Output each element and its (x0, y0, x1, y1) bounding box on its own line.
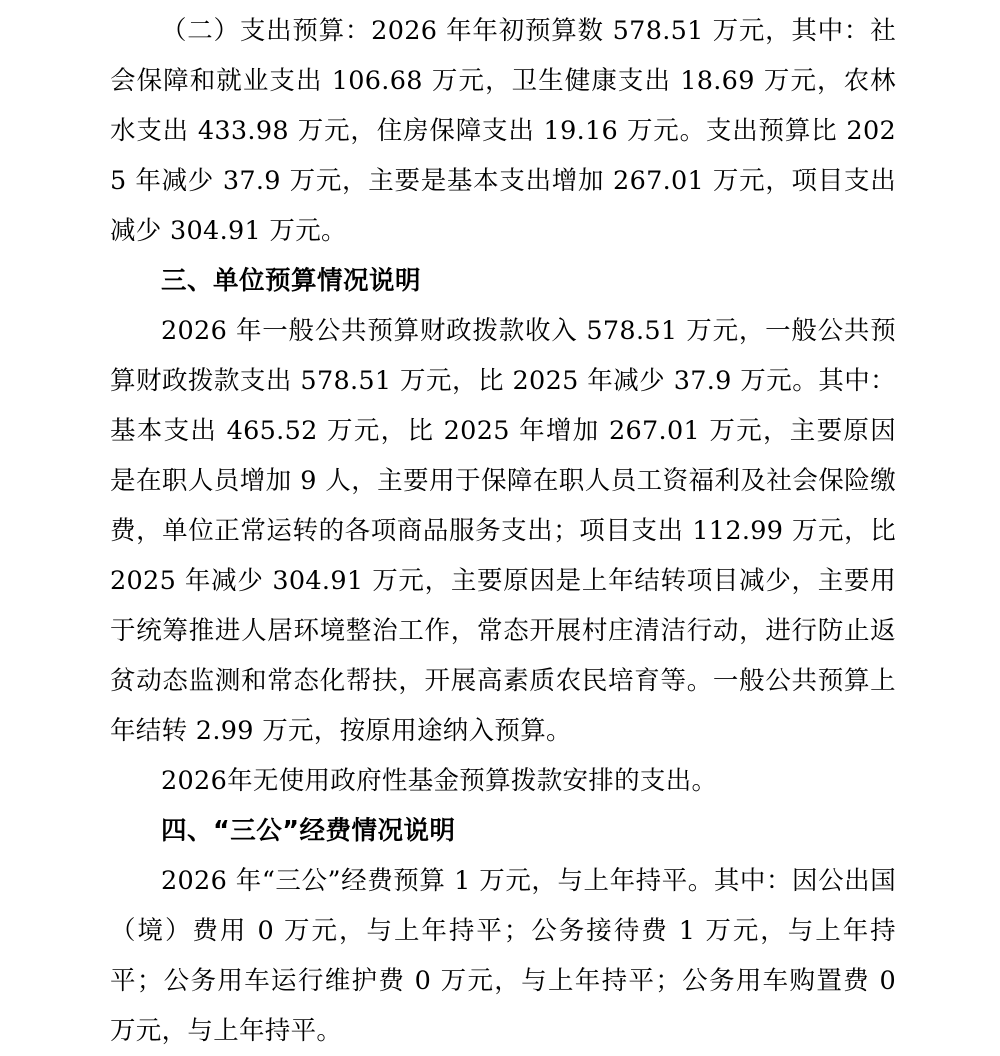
section-heading-three: 三、单位预算情况说明 (161, 266, 422, 296)
government-fund-budget-paragraph: 2026年无使用政府性基金预算拨款安排的支出。 (161, 766, 718, 796)
three-public-expenses-paragraph: 2026 年“三公”经费预算 1 万元，与上年持平。其中：因公出国（境）费用 0 万元，与上年持平；公务接待费 1 万元，与上年持平；公务用车运行维护费 0 万元，与上年持平；公务用车购置费 0 万元，与上年持平。 (110, 866, 896, 1046)
unit-budget-explanation-paragraph: 2026 年一般公共预算财政拨款收入 578.51 万元，一般公共预算财政拨款支出 578.51 万元，比 2025 年减少 37.9 万元。其中：基本支出 465.52 万元，比 2025 年增加 267.01 万元，主要原因是在职人员增加 9 人，主要用于保障在职人员工资福利及社会保险缴费，单位正常运转的各项商品服务支出；项目支出 112.99 万元，比 2025 年减少 304.91 万元，主要原因是上年结转项目减少，主要用于统筹推进人居环境整治工作，常态开展村庄清洁行动，进行防止返贫动态监测和常态化帮扶，开展高素质农民培育等。一般公共预算上年结转 2.99 万元，按原用途纳入预算。 (110, 316, 896, 746)
section-heading-four: 四、“三公”经费情况说明 (161, 816, 456, 846)
expenditure-budget-paragraph: （二）支出预算：2026 年年初预算数 578.51 万元，其中：社会保障和就业支出 106.68 万元，卫生健康支出 18.69 万元，农林水支出 433.98 万元，住房保障支出 19.16 万元。支出预算比 2025 年减少 37.9 万元，主要是基本支出增加 267.01 万元，项目支出减少 304.91 万元。 (110, 16, 896, 246)
